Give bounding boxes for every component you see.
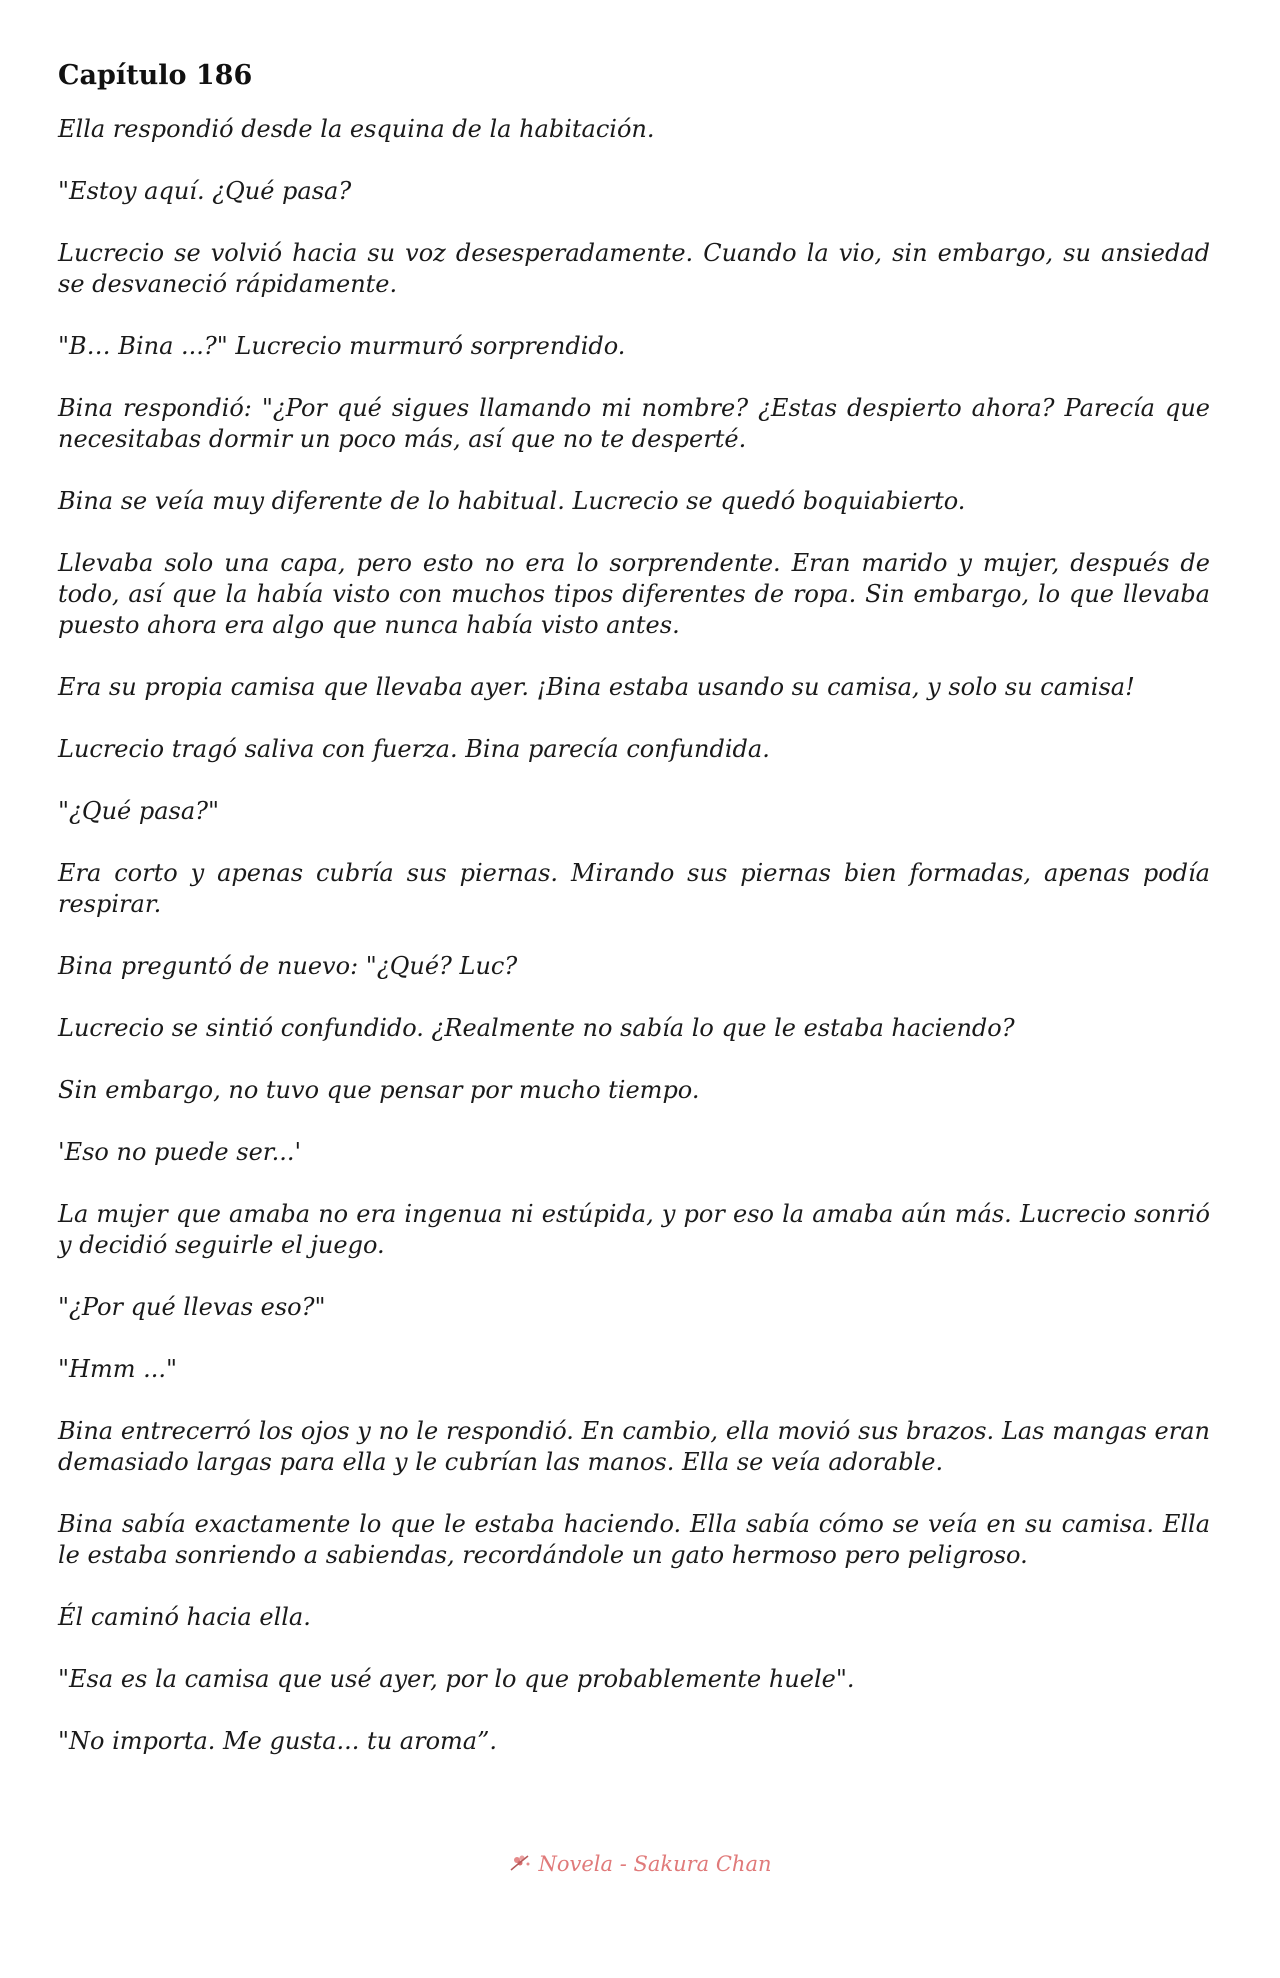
- paragraph: Era corto y apenas cubría sus piernas. Mirando sus piernas bien formadas, apenas podía respirar.: [58, 859, 1210, 918]
- watermark-footer: [0, 1852, 1280, 1879]
- paragraph: "B… Bina ...?" Lucrecio murmuró sorprendido.: [58, 332, 626, 360]
- paragraph: Ella respondió desde la esquina de la habitación.: [58, 115, 655, 143]
- paragraph: Bina preguntó de nuevo: "¿Qué? Luc?: [58, 952, 518, 980]
- paragraph: "Esa es la camisa que usé ayer, por lo que probablemente huele".: [58, 1665, 855, 1693]
- paragraph: "Estoy aquí. ¿Qué pasa?: [58, 177, 352, 205]
- chapter-title: Capítulo 186: [58, 60, 253, 91]
- paragraph: 'Eso no puede ser...': [58, 1138, 302, 1166]
- paragraph: Era su propia camisa que llevaba ayer. ¡Bina estaba usando su camisa, y solo su camisa!: [58, 673, 1135, 701]
- paragraph: Bina se veía muy diferente de lo habitual. Lucrecio se quedó boquiabierto.: [58, 487, 966, 515]
- chapter-content: [58, 52, 1210, 1788]
- watermark-text: Novela - Sakura Chan: [538, 1852, 772, 1876]
- paragraph-list: [58, 114, 1210, 1757]
- paragraph: Llevaba solo una capa, pero esto no era lo sorprendente. Eran marido y mujer, después de todo, así que la había visto con muchos tipos diferentes de ropa. Sin embargo, lo que llevaba puesto ahora era algo que nunca había visto antes.: [58, 549, 1210, 639]
- paragraph: Lucrecio tragó saliva con fuerza. Bina parecía confundida.: [58, 735, 770, 763]
- paragraph: Bina entrecerró los ojos y no le respondió. En cambio, ella movió sus brazos. Las mangas eran demasiado largas para ella y le cubrían las manos. Ella se veía adorable.: [58, 1417, 1210, 1476]
- paragraph: La mujer que amaba no era ingenua ni estúpida, y por eso la amaba aún más. Lucrecio sonrió y decidió seguirle el juego.: [58, 1200, 1210, 1259]
- paragraph: "¿Por qué llevas eso?": [58, 1293, 326, 1321]
- paragraph: "Hmm ...": [58, 1355, 178, 1383]
- sakura-flower-icon: [508, 1852, 534, 1879]
- paragraph: Él caminó hacia ella.: [58, 1603, 311, 1631]
- paragraph: "¿Qué pasa?": [58, 797, 220, 825]
- paragraph: Bina respondió: "¿Por qué sigues llamando mi nombre? ¿Estas despierto ahora? Parecía que necesitabas dormir un poco más, así que no te desperté.: [58, 394, 1210, 453]
- paragraph: "No importa. Me gusta... tu aroma”.: [58, 1727, 497, 1755]
- paragraph: Lucrecio se sintió confundido. ¿Realmente no sabía lo que le estaba haciendo?: [58, 1014, 1015, 1042]
- paragraph: Sin embargo, no tuvo que pensar por mucho tiempo.: [58, 1076, 700, 1104]
- paragraph: Bina sabía exactamente lo que le estaba haciendo. Ella sabía cómo se veía en su camisa. Ella le estaba sonriendo a sabiendas, recordándole un gato hermoso pero peligroso.: [58, 1510, 1210, 1569]
- paragraph: Lucrecio se volvió hacia su voz desesperadamente. Cuando la vio, sin embargo, su ansiedad se desvaneció rápidamente.: [58, 239, 1210, 298]
